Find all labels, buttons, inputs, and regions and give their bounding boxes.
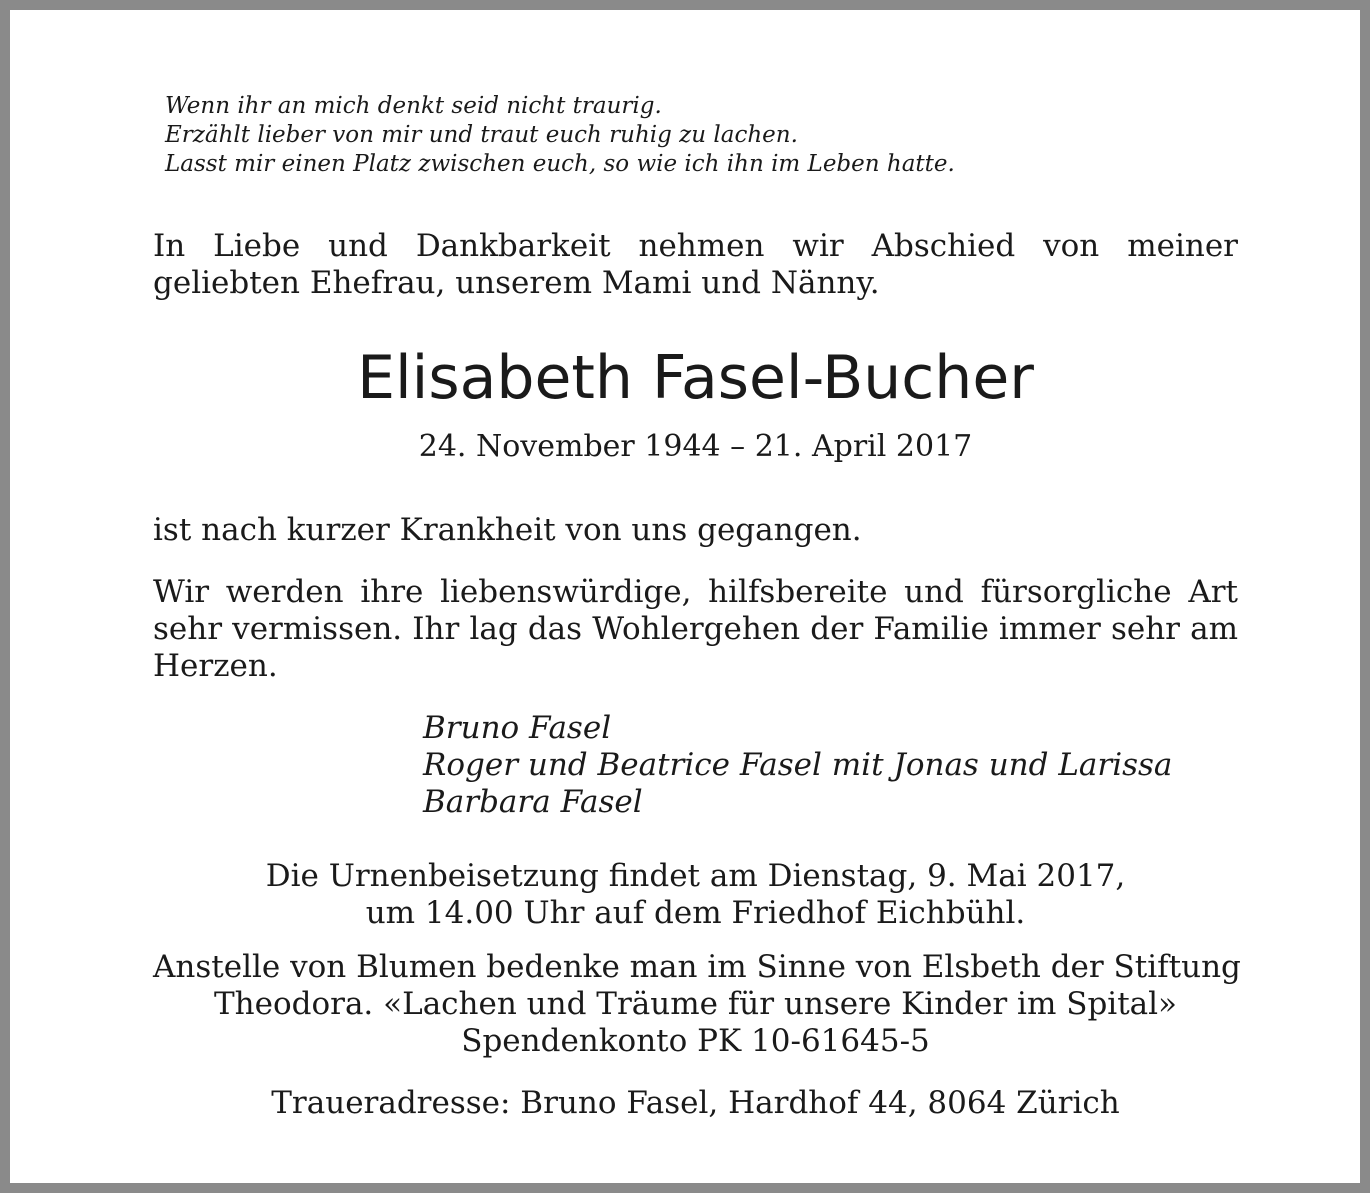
donation-line: Theodora. «Lachen und Träume für unsere Kinder im Spital» <box>213 986 1178 1022</box>
deceased-name: Elisabeth Fasel-Bucher <box>357 343 1034 413</box>
life-dates: 24. November 1944 – 21. April 2017 <box>418 429 973 464</box>
passed-away-text: ist nach kurzer Krankheit von uns gegangen. <box>153 512 862 548</box>
motto-line: Lasst mir einen Platz zwischen euch, so wie ich ihn im Leben hatte. <box>165 151 955 177</box>
donation-notice <box>153 949 1241 1060</box>
burial-line: um 14.00 Uhr auf dem Friedhof Eichbühl. <box>365 895 1026 931</box>
burial-line: Die Urnenbeisetzung findet am Dienstag, 9. Mai 2017, <box>265 858 1126 894</box>
mourning-address: Traueradresse: Bruno Fasel, Hardhof 44, 8064 Zürich <box>271 1085 1120 1121</box>
burial-notice <box>153 858 1238 932</box>
donation-line: Anstelle von Blumen bedenke man im Sinne von Elsbeth der Stiftung <box>153 949 1241 985</box>
donation-line: Spendenkonto PK 10-61645-5 <box>461 1023 930 1059</box>
mourners-list <box>423 710 1172 821</box>
mourner-name: Roger und Beatrice Fasel mit Jonas und Larissa <box>423 747 1173 783</box>
motto-line: Wenn ihr an mich denkt seid nicht traurig. <box>165 93 662 119</box>
mourner-name: Barbara Fasel <box>423 784 643 820</box>
intro-paragraph: In Liebe und Dankbarkeit nehmen wir Abschied von meiner geliebten Ehefrau, unserem Mami und Nänny. <box>153 228 1238 301</box>
motto-line: Erzählt lieber von mir und traut euch ruhig zu lachen. <box>165 122 798 148</box>
remembrance-paragraph: Wir werden ihre liebenswürdige, hilfsbereite und fürsorgliche Art sehr vermissen. Ihr lag das Wohlergehen der Familie immer sehr am Herzen. <box>153 574 1238 684</box>
mourner-name: Bruno Fasel <box>423 710 612 746</box>
motto-verse <box>165 92 1065 179</box>
